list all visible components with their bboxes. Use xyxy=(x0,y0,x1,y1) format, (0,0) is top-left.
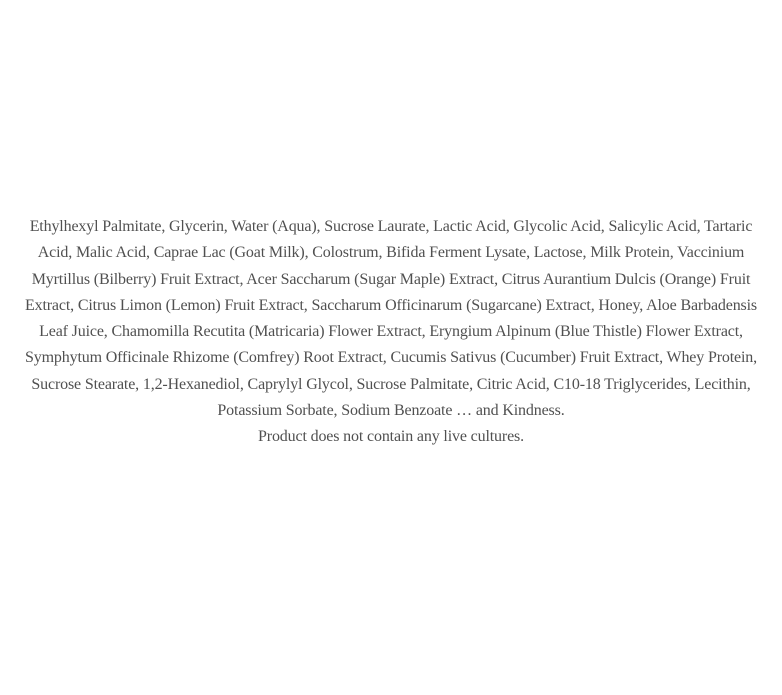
ingredients-list: Ethylhexyl Palmitate, Glycerin, Water (Aqua), Sucrose Laurate, Lactic Acid, Glycolic Acid, Salicylic Acid, Tartaric Acid, Malic Acid, Caprae Lac (Goat Milk), Colostrum, Bifida Ferment Lysate, Lactose, Milk Protein, Vaccinium Myrtillus (Bilberry) Fruit Extract, Acer Saccharum (Sugar Maple) Extract, Citrus Aurantium Dulcis (Orange) Fruit Extract, Citrus Limon (Lemon) Fruit Extract, Saccharum Officinarum (Sugarcane) Extract, Honey, Aloe Barbadensis Leaf Juice, Chamomilla Recutita (Matricaria) Flower Extract, Eryngium Alpinum (Blue Thistle) Flower Extract, Symphytum Officinale Rhizome (Comfrey) Root Extract, Cucumis Sativus (Cucumber) Fruit Extract, Whey Protein, Sucrose Stearate, 1,2-Hexanediol, Caprylyl Glycol, Sucrose Palmitate, Citric Acid, C10-18 Triglycerides, Lecithin, Potassium Sorbate, Sodium Benzoate … and Kindness. xyxy=(24,218,757,420)
ingredients-block xyxy=(12,214,770,451)
live-cultures-disclaimer: Product does not contain any live cultures. xyxy=(258,428,524,446)
